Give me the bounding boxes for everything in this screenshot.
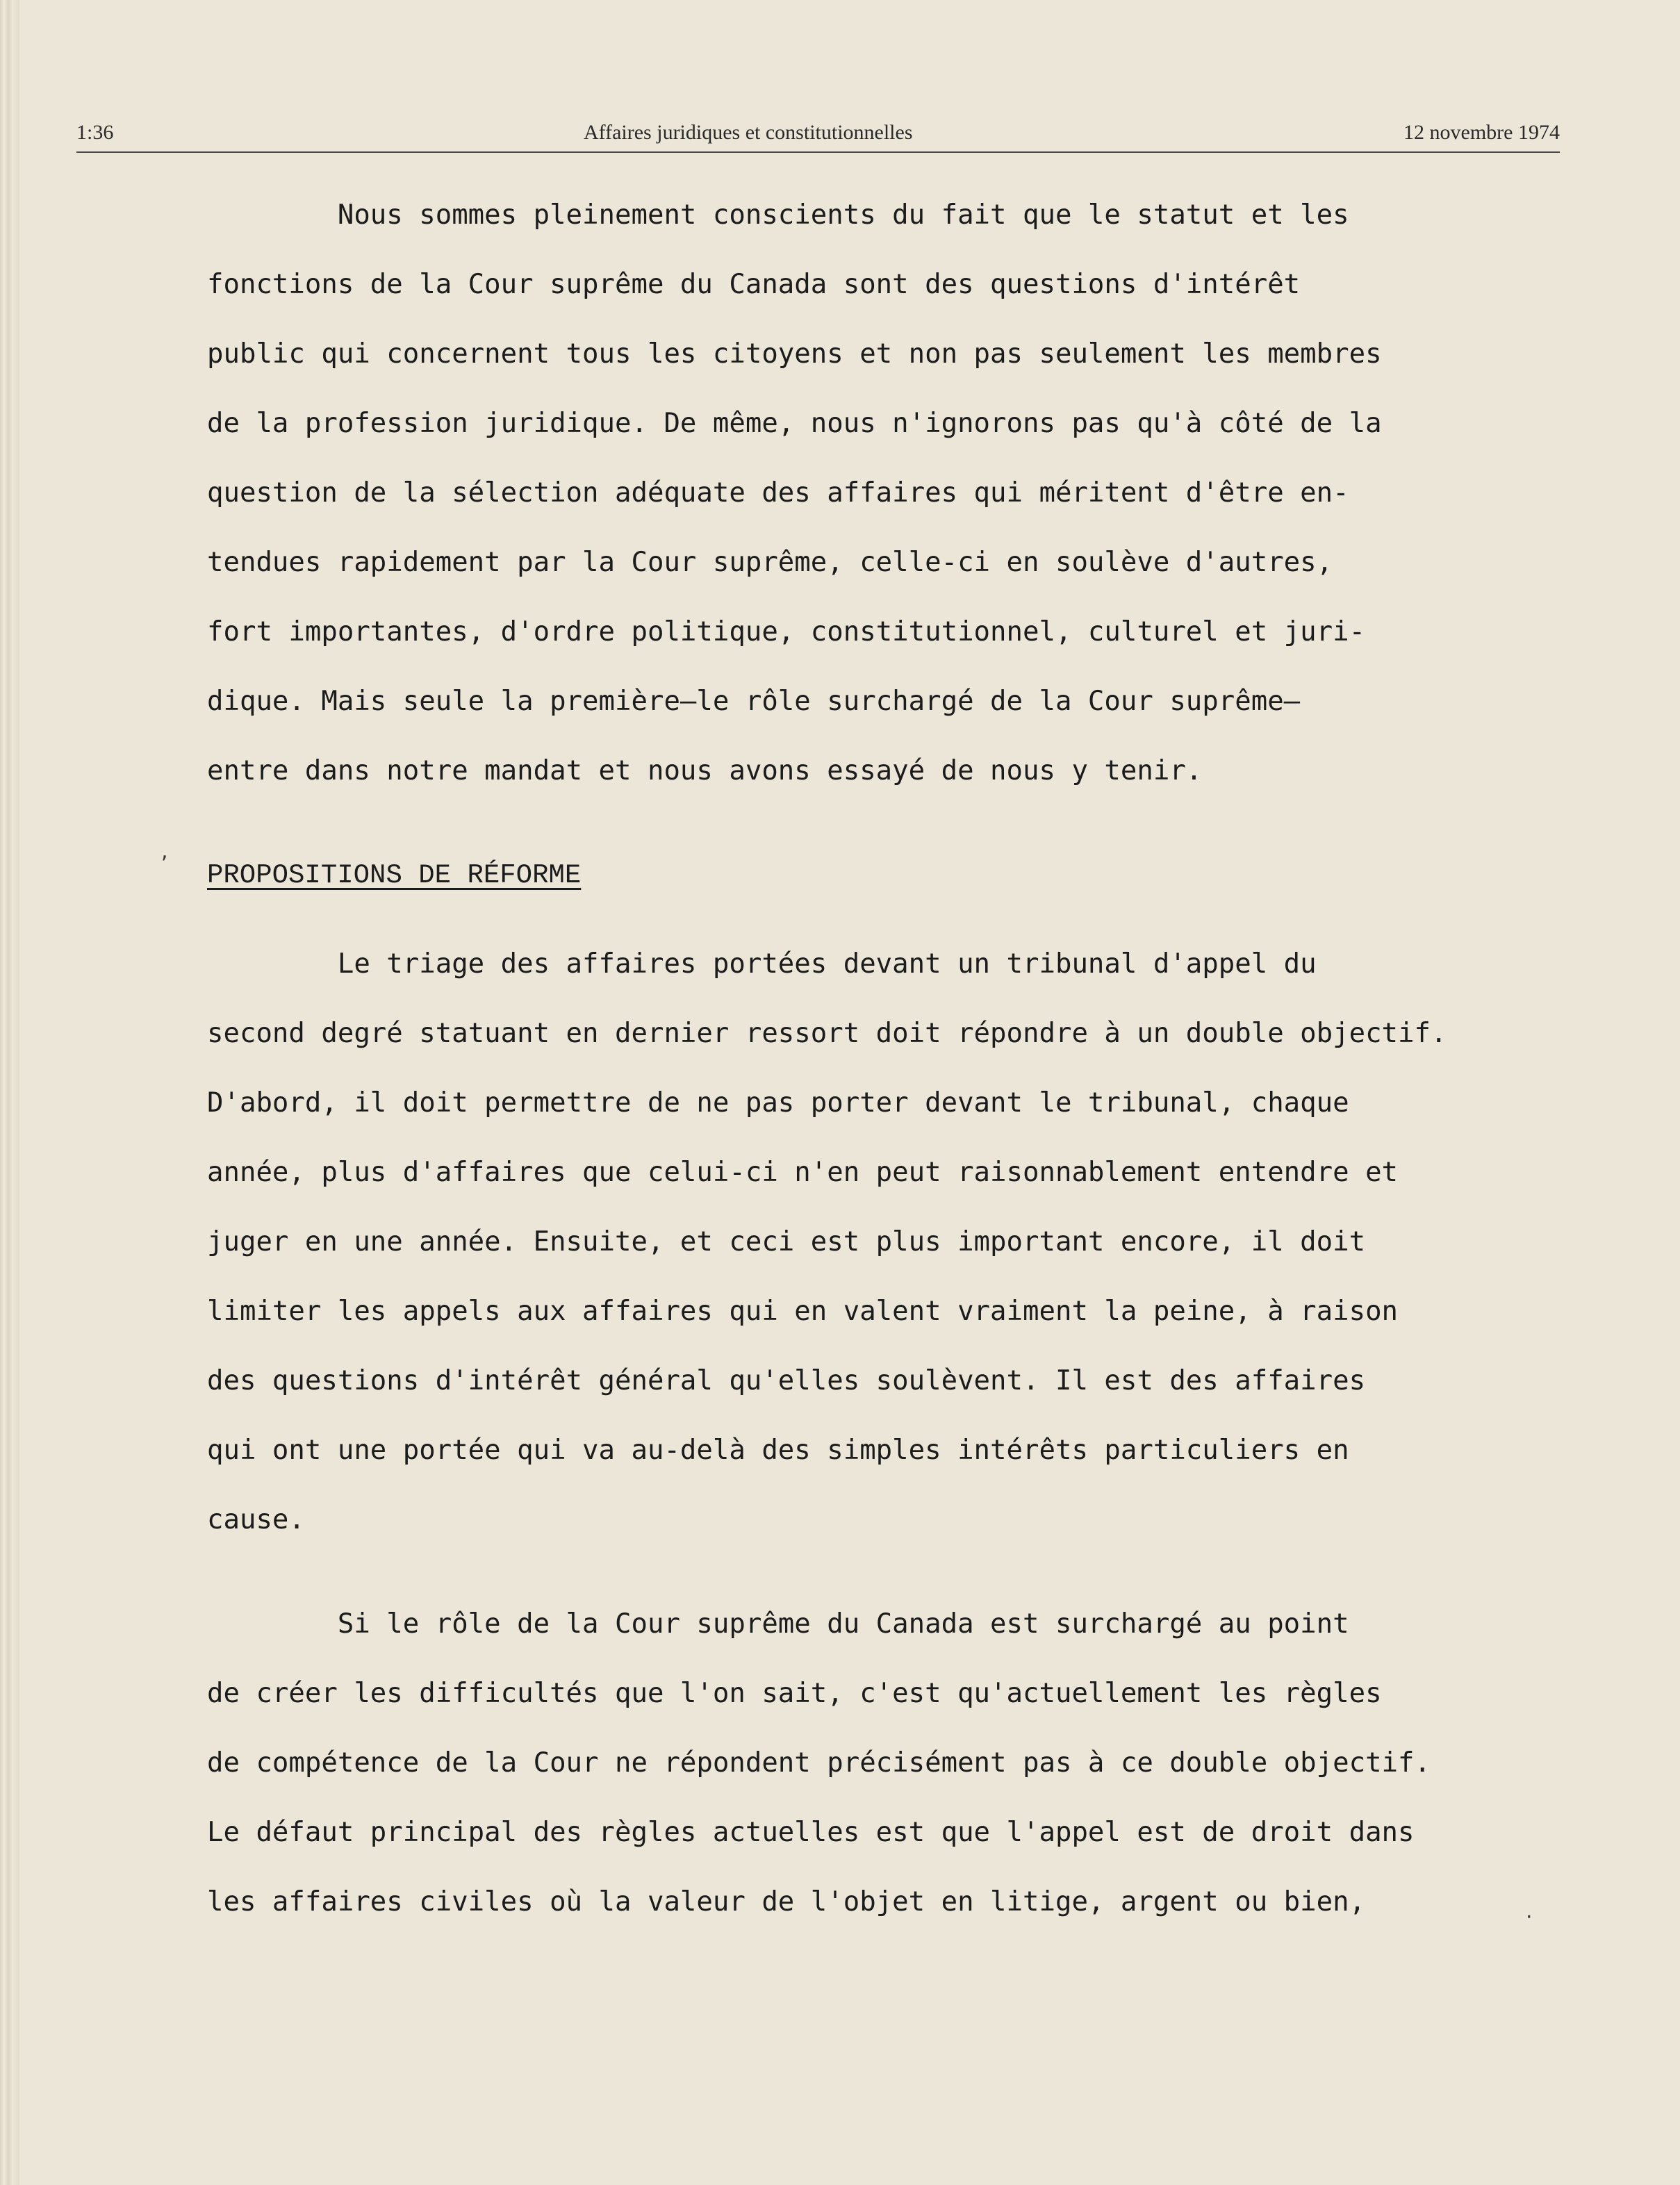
text-line: Si le rôle de la Cour suprême du Canada est surchargé au point bbox=[207, 1608, 1349, 1640]
text-line: des questions d'intérêt général qu'elles soulèvent. Il est des affaires bbox=[207, 1365, 1366, 1396]
paragraph-1 bbox=[207, 181, 1513, 806]
spacer bbox=[207, 1555, 1513, 1590]
text-line: limiter les appels aux affaires qui en valent vraiment la peine, à raison bbox=[207, 1296, 1399, 1327]
text-line: de compétence de la Cour ne répondent précisément pas à ce double objectif. bbox=[207, 1747, 1431, 1779]
spacer bbox=[207, 806, 1513, 841]
text-line: dique. Mais seule la première—le rôle surchargé de la Cour suprême— bbox=[207, 686, 1301, 717]
text-line: question de la sélection adéquate des affaires qui méritent d'être en- bbox=[207, 477, 1349, 509]
header-title: Affaires juridiques et constitutionnelles bbox=[584, 121, 913, 144]
spacer bbox=[207, 910, 1513, 930]
text-line: D'abord, il doit permettre de ne pas porter devant le tribunal, chaque bbox=[207, 1087, 1349, 1119]
text-line: fonctions de la Cour suprême du Canada sont des questions d'intérêt bbox=[207, 269, 1301, 300]
text-line: juger en une année. Ensuite, et ceci est plus important encore, il doit bbox=[207, 1226, 1366, 1258]
text-line: de créer les difficultés que l'on sait, c'est qu'actuellement les règles bbox=[207, 1678, 1382, 1709]
text-line: de la profession juridique. De même, nous n'ignorons pas qu'à côté de la bbox=[207, 408, 1382, 439]
text-line: fort importantes, d'ordre politique, constitutionnel, culturel et juri- bbox=[207, 616, 1366, 648]
header-date: 12 novembre 1974 bbox=[1403, 121, 1560, 144]
page-binding-edge bbox=[0, 0, 19, 2185]
margin-mark: · bbox=[1526, 1905, 1533, 1929]
text-line: Le triage des affaires portées devant un tribunal d'appel du bbox=[207, 948, 1317, 980]
header-rule bbox=[76, 151, 1560, 153]
text-line: entre dans notre mandat et nous avons essayé de nous y tenir. bbox=[207, 755, 1203, 786]
text-line: qui ont une portée qui va au-delà des simples intérêts particuliers en bbox=[207, 1435, 1349, 1466]
section-heading: PROPOSITIONS DE RÉFORME bbox=[207, 860, 582, 891]
text-line: les affaires civiles où la valeur de l'objet en litige, argent ou bien, bbox=[207, 1886, 1366, 1918]
body-text bbox=[207, 181, 1513, 1937]
text-line: public qui concernent tous les citoyens et non pas seulement les membres bbox=[207, 338, 1382, 370]
page-number: 1:36 bbox=[76, 121, 114, 144]
text-line: Le défaut principal des règles actuelles est que l'appel est de droit dans bbox=[207, 1817, 1415, 1848]
text-line: second degré statuant en dernier ressort doit répondre à un double objectif. bbox=[207, 1018, 1447, 1049]
margin-mark: , bbox=[161, 839, 168, 864]
paragraph-3 bbox=[207, 1590, 1513, 1937]
text-line: cause. bbox=[207, 1504, 305, 1535]
text-line: Nous sommes pleinement conscients du fait que le statut et les bbox=[207, 199, 1349, 231]
paragraph-2 bbox=[207, 930, 1513, 1555]
running-header bbox=[76, 111, 1560, 153]
text-line: tendues rapidement par la Cour suprême, celle-ci en soulève d'autres, bbox=[207, 547, 1333, 578]
text-line: année, plus d'affaires que celui-ci n'en peut raisonnablement entendre et bbox=[207, 1157, 1399, 1188]
